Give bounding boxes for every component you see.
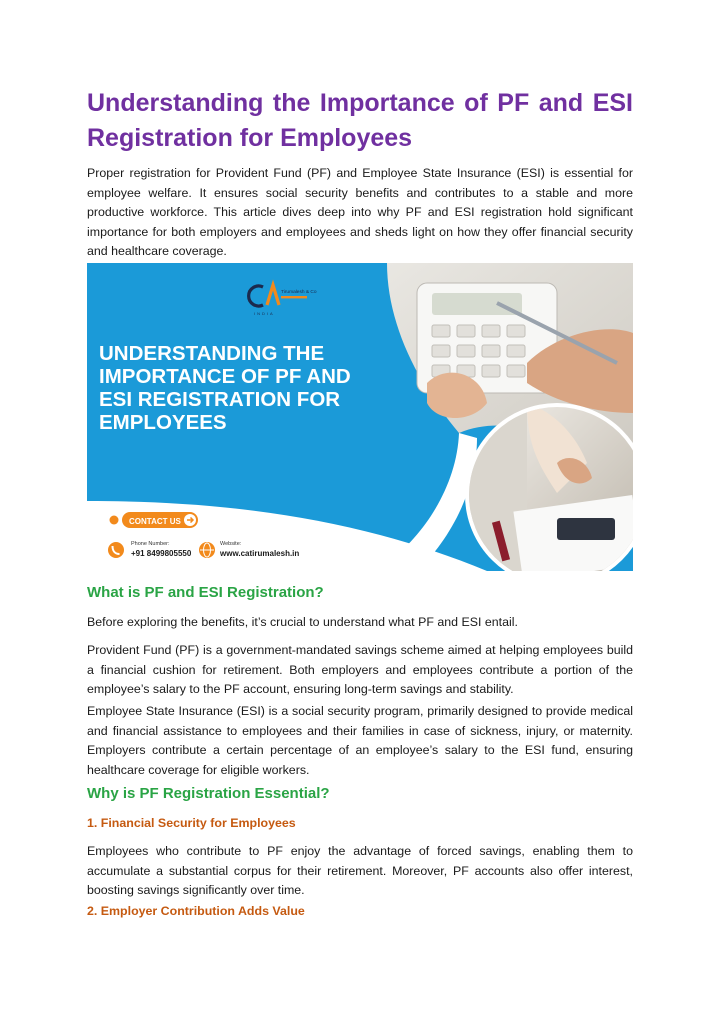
logo-brand: Tirumalesh & Co: [281, 290, 317, 295]
phone-number: +91 8499805550: [131, 549, 192, 558]
banner-graphic: [87, 263, 633, 571]
phone-icon: [108, 542, 124, 558]
company-logo: [249, 285, 317, 316]
website-url: www.catirumalesh.in: [220, 549, 300, 558]
section-heading-why-pf: Why is PF Registration Essential?: [87, 785, 330, 802]
section-paragraph: Employee State Insurance (ESI) is a social security program, primarily designed to provide medical and financial assistance to employees and their families in case of sickness, injury, or maternity. Employers contribute a certain percentage of an employee’s salary to the ESI fund, ensuring healthcare coverage for eligible workers.: [87, 704, 633, 777]
banner-headline: [99, 342, 351, 434]
office-photo: [467, 403, 633, 571]
article-banner: [87, 263, 633, 571]
phone-label: Phone Number:: [131, 541, 170, 547]
intro-paragraph: Proper registration for Provident Fund (PF) and Employee State Insurance (ESI) is essential for employee welfare. It ensures social security benefits and contributes to a stable and more productive workforce. This article dives deep into why PF and ESI registration hold significant importance for both employers and employees and sheds light on how they offer financial security and healthcare coverage.: [87, 166, 633, 259]
banner-headline-line-1: UNDERSTANDING THE: [99, 342, 325, 365]
sub-heading-financial-security: 1. Financial Security for Employees: [87, 816, 296, 830]
contact-us-label: CONTACT US: [129, 517, 181, 526]
section-heading-what-is: What is PF and ESI Registration?: [87, 584, 324, 601]
banner-headline-line-3: ESI REGISTRATION FOR: [99, 388, 341, 411]
banner-headline-line-4: EMPLOYEES: [99, 411, 227, 434]
section-paragraph: Employees who contribute to PF enjoy the advantage of forced savings, enabling them to accumulate a substantial corpus for their retirement. Moreover, PF accounts also offer interest, boosting savings significantly over time.: [87, 844, 633, 898]
website-label: Website:: [220, 541, 242, 547]
sub-heading-employer-contribution: 2. Employer Contribution Adds Value: [87, 904, 305, 918]
section-paragraph: Provident Fund (PF) is a government-mandated savings scheme aimed at helping employees build a financial cushion for retirement. Both employers and employees contribute a portion of the employee’s salary to the PF account, ensuring long-term savings and stability.: [87, 643, 633, 697]
page-title: Understanding the Importance of PF and ESI Registration for Employees: [87, 89, 633, 152]
logo-sub: INDIA: [254, 311, 275, 316]
banner-headline-line-2: IMPORTANCE OF PF AND: [99, 365, 351, 388]
section-paragraph: Before exploring the benefits, it’s crucial to understand what PF and ESI entail.: [87, 615, 518, 629]
